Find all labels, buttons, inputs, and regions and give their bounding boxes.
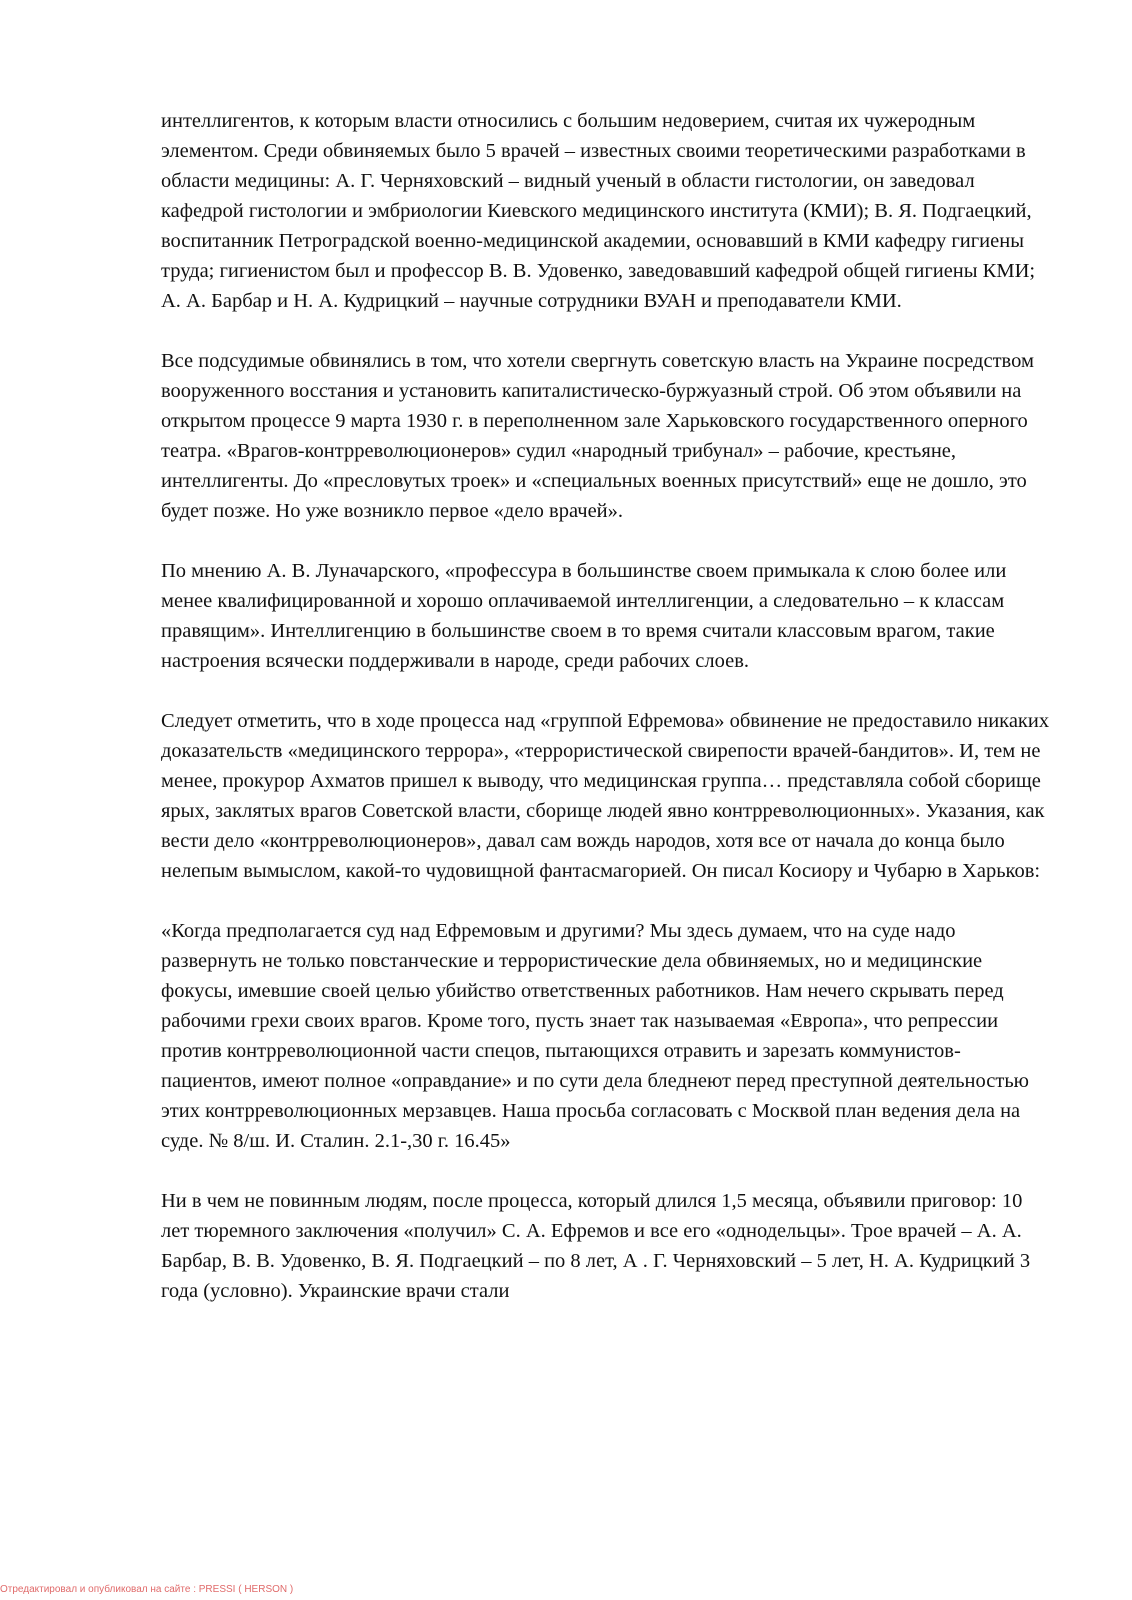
document-body [161,106,1054,1336]
paragraph-3: По мнению А. В. Луначарского, «профессура в большинстве своем примыкала к слою более или менее квалифицированной и хорошо оплачиваемой интеллигенции, а следовательно – к классам правящим». Интеллигенцию в большинстве своем в то время считали классовым врагом, такие настроения всячески поддерживали в народе, среди рабочих слоев. [161,560,1007,672]
paragraph-4: Следует отметить, что в ходе процесса над «группой Ефремова» обвинение не предоставило никаких доказательств «медицинского террора», «террористической свирепости врачей-бандитов». И, тем не менее, прокурор Ахматов пришел к выводу, что медицинская группа… представляла собой сборище ярых, заклятых врагов Советской власти, сборище людей явно контрреволюционных». Указания, как вести дело «контрреволюционеров», давал сам вождь народов, хотя все от начала до конца было нелепым вымыслом, какой-то чудовищной фантасмагорией. Он писал Косиору и Чубарю в Харьков: [161,710,1050,882]
paragraph-2: Все подсудимые обвинялись в том, что хотели свергнуть советскую власть на Украине посредством вооруженного восстания и установить капиталистическо-буржуазный строй. Об этом объявили на открытом процессе 9 марта 1930 г. в переполненном зале Харьковского государственного оперного театра. «Врагов-контрреволюционеров» судил «народный трибунал» – рабочие, крестьяне, интеллигенты. До «пресловутых троек» и «специальных военных присутствий» еще не дошло, это будет позже. Но уже возникло первое «дело врачей». [161,350,1034,522]
paragraph-5-quote: «Когда предполагается суд над Ефремовым и другими? Мы здесь думаем, что на суде надо развернуть не только повстанческие и террористические дела обвиняемых, но и медицинские фокусы, имевшие своей целью убийство ответственных работников. Нам нечего скрывать перед рабочими грехи своих врагов. Кроме того, пусть знает так называемая «Европа», что репрессии против контрреволюционной части спецов, пытающихся отравить и зарезать коммунистов-пациентов, имеют полное «оправдание» и по сути дела бледнеют перед преступной деятельностью этих контрреволюционных мерзавцев. Наша просьба согласовать с Москвой план ведения дела на суде. № 8/ш. И. Сталин. 2.1-,30 г. 16.45» [161,920,1029,1152]
paragraph-6: Ни в чем не повинным людям, после процесса, который длился 1,5 месяца, объявили приговор: 10 лет тюремного заключения «получил» С. А. Ефремов и все его «однодельцы». Трое врачей – А. А. Барбар, В. В. Удовенко, В. Я. Подгаецкий – по 8 лет, А . Г. Черняховский – 5 лет, Н. А. Кудрицкий 3 года (условно). Украинские врачи стали [161,1190,1031,1302]
paragraph-1: интеллигентов, к которым власти относились с большим недоверием, считая их чужеродным элементом. Среди обвиняемых было 5 врачей – известных своими теоретическими разработками в области медицины: А. Г. Черняховский – видный ученый в области гистологии, он заведовал кафедрой гистологии и эмбриологии Киевского медицинского института (КМИ); В. Я. Подгаецкий, воспитанник Петроградской военно-медицинской академии, основавший в КМИ кафедру гигиены труда; гигиенистом был и профессор В. В. Удовенко, заведовавший кафедрой общей гигиены КМИ; А. А. Барбар и Н. А. Кудрицкий – научные сотрудники ВУАН и преподаватели КМИ. [161,110,1036,312]
footer-credit: Отредактировал и опубликовал на сайте : PRESSI ( HERSON ) [0,1584,294,1595]
